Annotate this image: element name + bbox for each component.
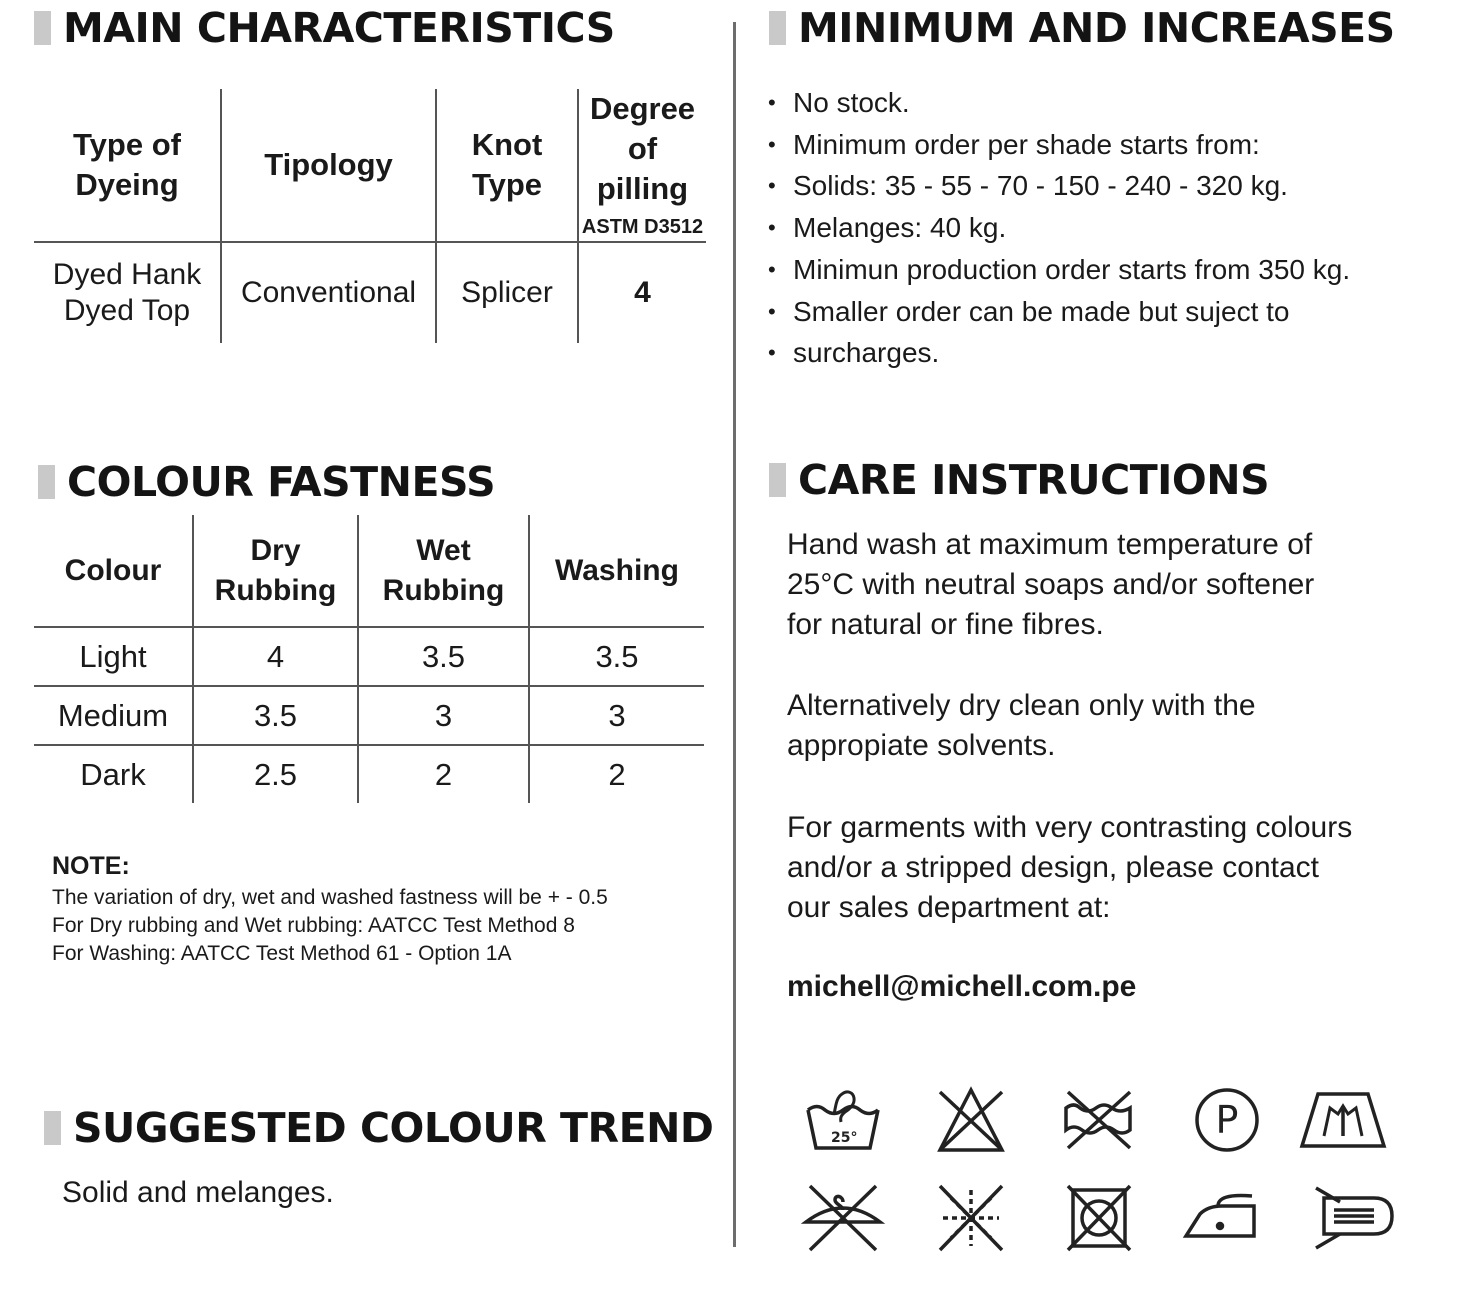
dry-flat-icon — [1298, 1080, 1388, 1160]
header-washing: Washing — [529, 515, 704, 627]
dry-flat-in-shade-icon — [1310, 1178, 1400, 1258]
cell-dry: 3.5 — [193, 686, 358, 745]
do-not-hang-dry-icon — [798, 1178, 888, 1258]
minimum-increases-heading — [769, 4, 1395, 52]
care-instructions-title: CARE INSTRUCTIONS — [798, 456, 1270, 504]
header-type-of-dyeing: Type of Dyeing — [34, 89, 221, 242]
heading-marker — [38, 465, 55, 499]
list-item: • No stock. — [768, 82, 1350, 124]
note-line: For Dry rubbing and Wet rubbing: AATCC Test Method 8 — [52, 914, 575, 937]
list-item: • Minimun production order starts from 350 kg. — [768, 249, 1350, 291]
note-line: For Washing: AATCC Test Method 61 - Option 1A — [52, 942, 512, 965]
list-item: • Solids: 35 - 55 - 70 - 150 - 240 - 320 kg. — [768, 165, 1350, 207]
cell-wet: 2 — [358, 745, 529, 803]
column-divider — [733, 22, 736, 1247]
main-characteristics-title: MAIN CHARACTERISTICS — [63, 4, 615, 52]
svg-text:P: P — [1215, 1098, 1239, 1142]
table-header-row — [34, 89, 706, 242]
cell-washing: 3.5 — [529, 627, 704, 686]
do-not-tumble-dry-icon — [1054, 1178, 1144, 1258]
cell-pilling-value: 4 — [578, 242, 706, 343]
do-not-wring-icon — [1054, 1080, 1144, 1160]
iron-low-icon — [1182, 1178, 1272, 1258]
care-paragraph-contact: For garments with very contrasting colours and/or a stripped design, please contact our sales department at: — [787, 811, 1353, 924]
cell-wet: 3 — [358, 686, 529, 745]
cell-washing: 3 — [529, 686, 704, 745]
colour-fastness-table — [34, 515, 704, 803]
do-not-bleach-icon — [926, 1080, 1016, 1160]
care-instructions-heading — [769, 456, 1269, 504]
heading-marker — [769, 11, 786, 45]
contact-email[interactable]: michell@michell.com.pe — [787, 970, 1137, 1003]
cell-type-of-dyeing: Dyed Hank Dyed Top — [52, 258, 202, 327]
heading-marker — [34, 11, 51, 45]
heading-marker — [769, 463, 786, 497]
cell-knot-type: Splicer — [436, 242, 578, 343]
svg-text:25°: 25° — [831, 1130, 858, 1146]
minimum-increases-title: MINIMUM AND INCREASES — [798, 4, 1395, 52]
table-row — [34, 745, 704, 803]
note-line: The variation of dry, wet and washed fastness will be + - 0.5 — [52, 886, 608, 909]
table-header-row — [34, 515, 704, 627]
header-knot-type: Knot Type — [436, 89, 578, 242]
header-wet-rubbing: Wet Rubbing — [358, 515, 529, 627]
hand-wash-25-icon — [798, 1080, 888, 1160]
colour-trend-title: SUGGESTED COLOUR TREND — [73, 1104, 714, 1152]
list-item: • Minimum order per shade starts from: — [768, 124, 1350, 166]
pilling-standard: ASTM D3512 — [581, 216, 704, 238]
main-characteristics-heading — [34, 4, 615, 52]
cell-colour: Light — [34, 627, 193, 686]
list-item-continuation: • surcharges. — [768, 332, 1350, 374]
cell-dry: 2.5 — [193, 745, 358, 803]
dry-clean-p-icon — [1182, 1080, 1272, 1160]
cell-washing: 2 — [529, 745, 704, 803]
cell-dry: 4 — [193, 627, 358, 686]
cell-tipology: Conventional — [221, 242, 436, 343]
table-row — [34, 242, 706, 343]
note-title: NOTE: — [52, 852, 130, 880]
header-dry-rubbing: Dry Rubbing — [193, 515, 358, 627]
list-item: • Smaller order can be made but suject to — [768, 291, 1350, 333]
heading-marker — [44, 1111, 61, 1145]
header-colour: Colour — [34, 515, 193, 627]
list-item: • Melanges: 40 kg. — [768, 207, 1350, 249]
header-degree-of-pilling: Degree of pilling ASTM D3512 — [578, 89, 706, 242]
do-not-dry-in-sun-icon — [926, 1178, 1016, 1258]
table-row — [34, 686, 704, 745]
header-tipology: Tipology — [221, 89, 436, 242]
table-row — [34, 627, 704, 686]
colour-fastness-title: COLOUR FASTNESS — [67, 458, 496, 506]
care-paragraph-wash: Hand wash at maximum temperature of 25°C with neutral soaps and/or softener for natural or fine fibres. — [787, 528, 1315, 641]
colour-trend-text: Solid and melanges. — [62, 1176, 334, 1209]
colour-trend-heading — [44, 1104, 713, 1152]
minimum-list — [768, 82, 1350, 374]
care-paragraph-dry-clean: Alternatively dry clean only with the appropiate solvents. — [787, 689, 1256, 762]
colour-fastness-heading — [38, 458, 495, 506]
main-characteristics-table — [34, 89, 706, 343]
cell-wet: 3.5 — [358, 627, 529, 686]
cell-colour: Medium — [34, 686, 193, 745]
cell-colour: Dark — [80, 756, 146, 792]
